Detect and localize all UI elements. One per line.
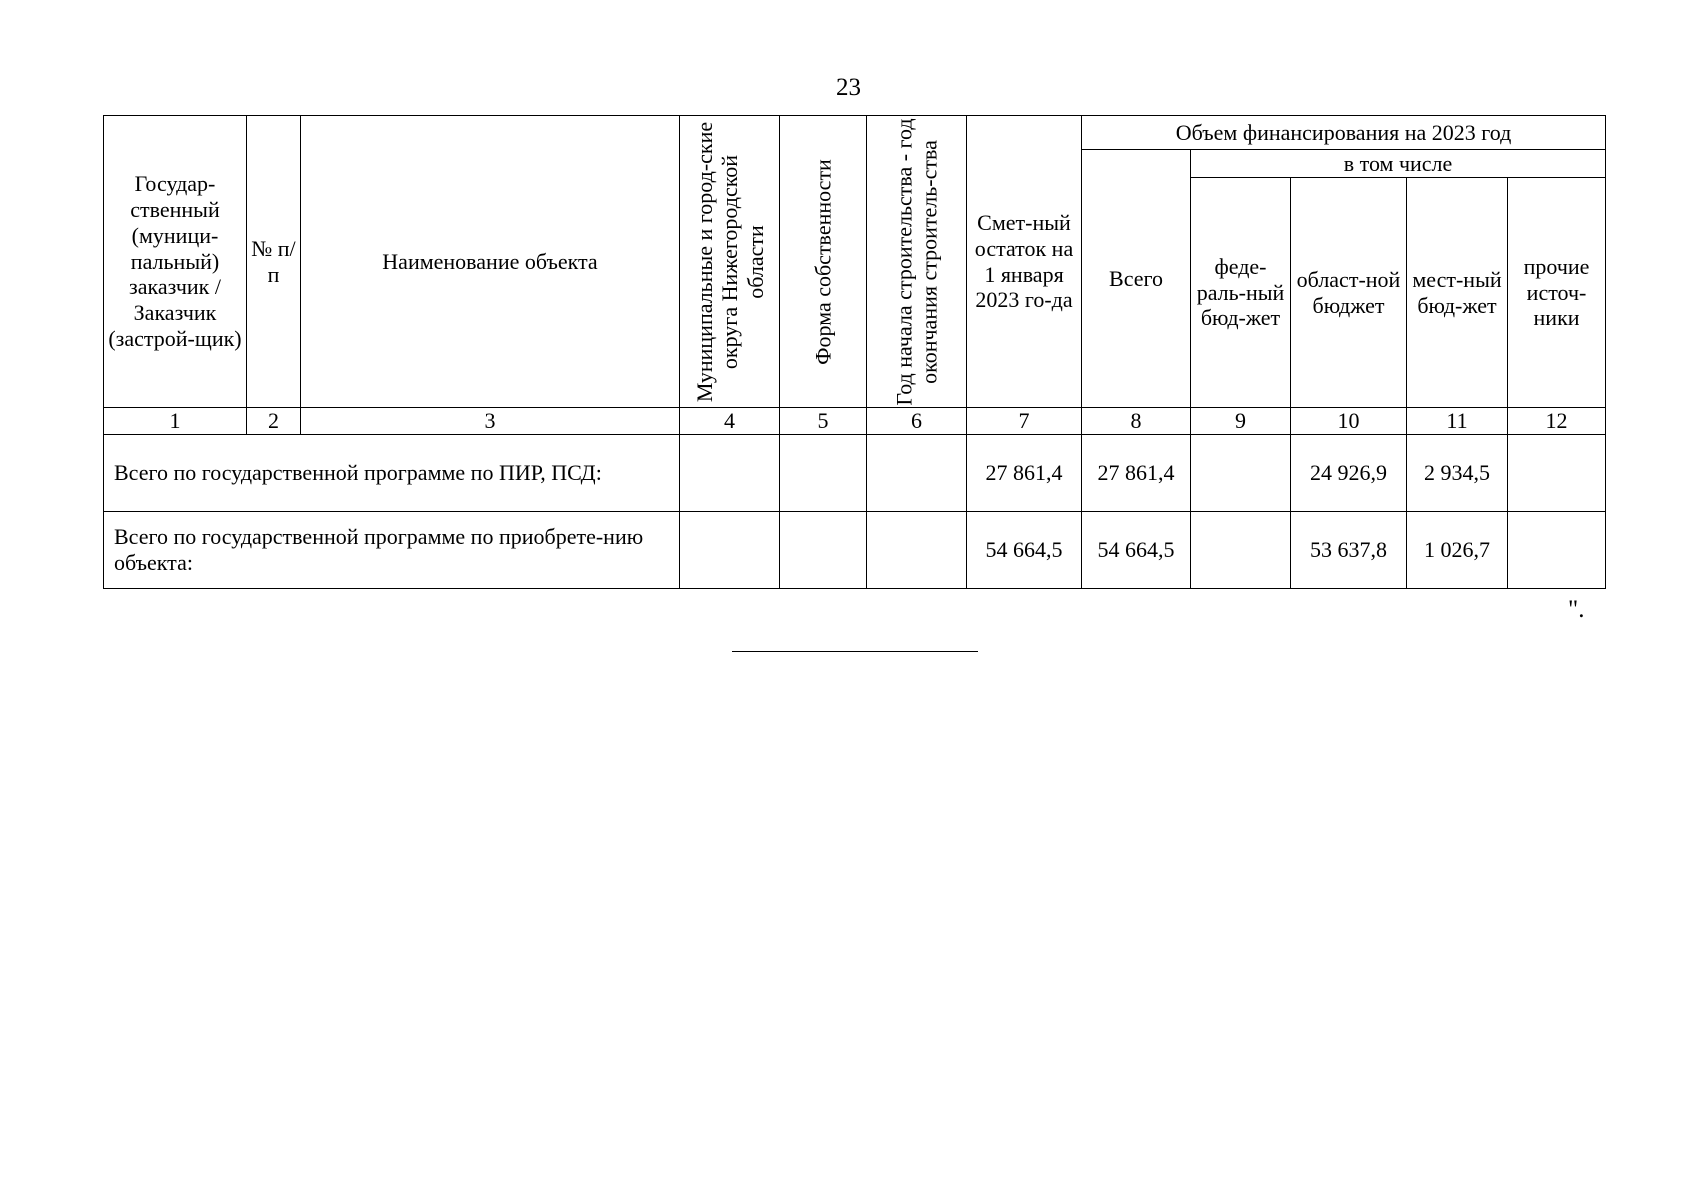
cell-federal [1191,512,1291,589]
cell-local: 1 026,7 [1407,512,1508,589]
header-years-text: Год начала строительства - год окончания строитель-ства [891,117,942,406]
header-object-name: Наименование объекта [301,116,680,408]
column-number: 5 [780,408,867,435]
row-label: Всего по государственной программе по ПИР, ПСД: [104,435,680,512]
cell-federal [1191,435,1291,512]
closing-quote: ". [1568,596,1585,623]
column-number: 10 [1291,408,1407,435]
header-federal: феде-раль-ный бюд-жет [1191,178,1291,408]
header-number: № п/п [247,116,301,408]
column-number: 9 [1191,408,1291,435]
header-balance: Смет-ный остаток на 1 января 2023 го-да [967,116,1082,408]
page-number: 23 [836,74,861,101]
cell-municipal [680,512,780,589]
header-customer: Государ-ственный (муници-пальный) заказчик / Заказчик (застрой-щик) [104,116,247,408]
cell-years [867,512,967,589]
cell-regional: 53 637,8 [1291,512,1407,589]
header-ownership-text: Форма собственности [810,158,836,365]
column-number: 8 [1082,408,1191,435]
column-number: 2 [247,408,301,435]
column-number: 6 [867,408,967,435]
header-ownership [780,116,867,408]
cell-other [1508,435,1606,512]
cell-local: 2 934,5 [1407,435,1508,512]
header-including: в том числе [1191,150,1606,178]
table-row-pir-psd [104,435,1606,512]
financing-table [103,115,1606,589]
cell-years [867,435,967,512]
cell-balance: 27 861,4 [967,435,1082,512]
column-number: 1 [104,408,247,435]
cell-ownership [780,435,867,512]
header-local: мест-ный бюд-жет [1407,178,1508,408]
column-number: 12 [1508,408,1606,435]
header-funding-group: Объем финансирования на 2023 год [1082,116,1606,150]
header-other: прочие источ-ники [1508,178,1606,408]
cell-regional: 24 926,9 [1291,435,1407,512]
header-municipal-text: Муниципальные и город-ские округа Нижегородской области [691,121,768,402]
cell-other [1508,512,1606,589]
cell-balance: 54 664,5 [967,512,1082,589]
row-label: Всего по государственной программе по приобрете-нию объекта: [104,512,680,589]
column-number: 4 [680,408,780,435]
header-regional: област-ной бюджет [1291,178,1407,408]
header-municipal [680,116,780,408]
column-number: 7 [967,408,1082,435]
cell-total: 27 861,4 [1082,435,1191,512]
cell-ownership [780,512,867,589]
cell-municipal [680,435,780,512]
cell-total: 54 664,5 [1082,512,1191,589]
header-years [867,116,967,408]
header-row-top [104,116,1606,150]
table-row-acquisition [104,512,1606,589]
column-number-row [104,408,1606,435]
column-number: 11 [1407,408,1508,435]
closing-rule [732,651,978,652]
header-total: Всего [1082,150,1191,408]
column-number: 3 [301,408,680,435]
